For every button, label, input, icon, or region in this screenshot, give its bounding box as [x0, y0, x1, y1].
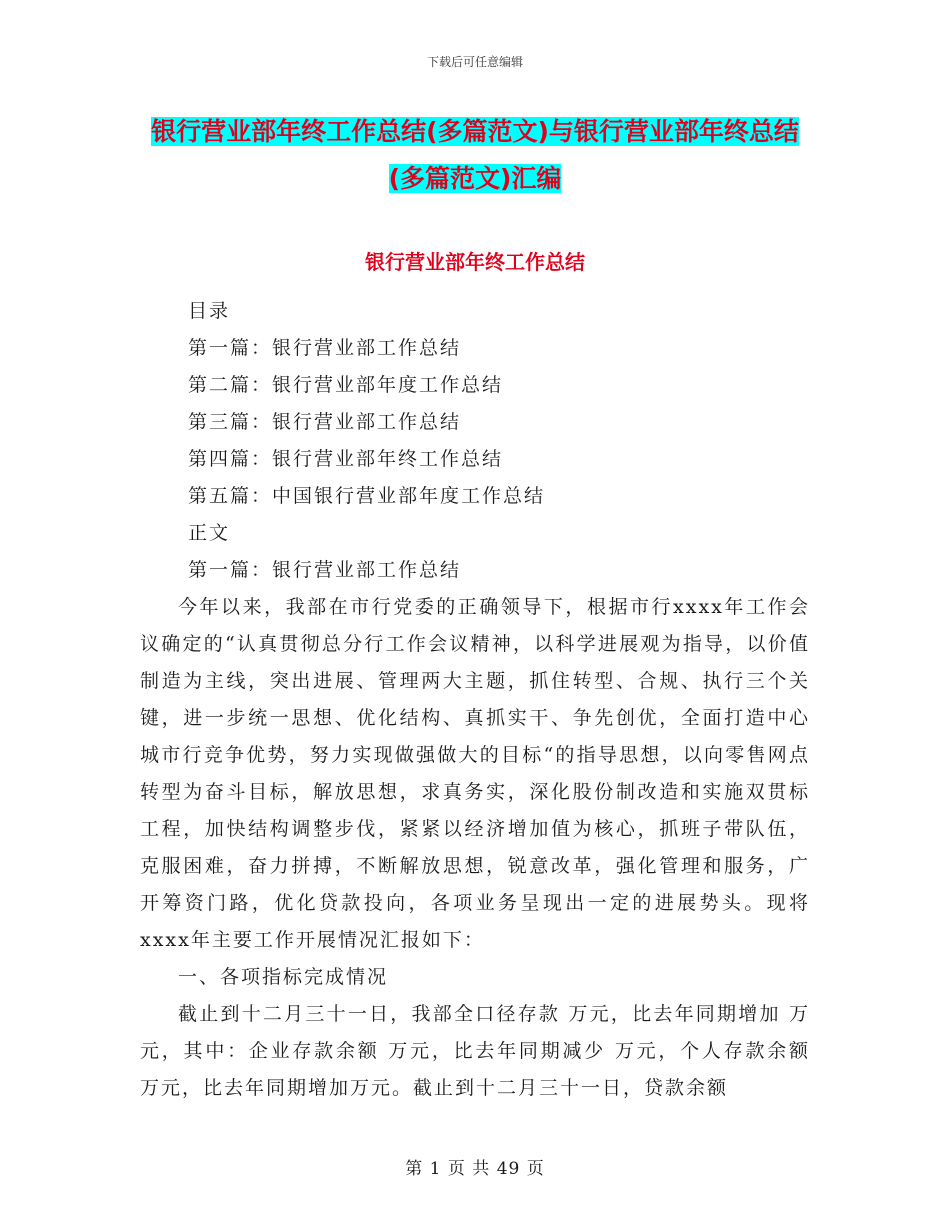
- document-title-text: 银行营业部年终工作总结(多篇范文)与银行营业部年终总结(多篇范文)汇编: [151, 117, 799, 193]
- body-text: [140, 589, 810, 1107]
- paragraph: 今年以来，我部在市行党委的正确领导下，根据市行xxxx年工作会议确定的“认真贯彻总分行工作会议精神，以科学进展观为指导，以价值制造为主线，突出进展、管理两大主题，抓住转型、合规、执行三个关键，进一步统一思想、优化结构、真抓实干、争先创优，全面打造中心城市行竞争优势，努力实现做强做大的目标“的指导思想，以向零售网点转型为奋斗目标，解放思想，求真务实，深化股份制改造和实施双贯标工程，加快结构调整步伐，紧紧以经济增加值为核心，抓班子带队伍，克服困难，奋力拼搏，不断解放思想，锐意改革，强化管理和服务，广开筹资门路，优化贷款投向，各项业务呈现出一定的进展势头。现将xxxx年主要工作开展情况汇报如下：: [140, 596, 810, 951]
- toc-item: 第一篇：银行营业部工作总结: [188, 337, 462, 359]
- toc-heading: 目录: [188, 300, 231, 322]
- body-heading: 正文: [188, 522, 231, 544]
- page-number: 第 1 页 共 49 页: [405, 1159, 545, 1179]
- first-article-heading: 第一篇：银行营业部工作总结: [188, 559, 462, 581]
- paragraph: 截止到十二月三十一日，我部全口径存款 万元，比去年同期增加 万元，其中：企业存款余额 万元，比去年同期减少 万元，个人存款余额 万元，比去年同期增加万元。截止到十二月三十一日，贷款余额: [140, 1003, 810, 1099]
- page-header-note: 下载后可任意编辑: [426, 55, 523, 69]
- toc-item: 第四篇：银行营业部年终工作总结: [188, 448, 504, 470]
- toc-item: 第三篇：银行营业部工作总结: [188, 411, 462, 433]
- toc-item: 第二篇：银行营业部年度工作总结: [188, 374, 504, 396]
- toc-item: 第五篇：中国银行营业部年度工作总结: [188, 485, 546, 507]
- document-title: [140, 108, 810, 202]
- table-of-contents: [188, 293, 828, 589]
- section-title: 银行营业部年终工作总结: [365, 250, 585, 274]
- paragraph-subheading: 一、各项指标完成情况: [178, 966, 389, 988]
